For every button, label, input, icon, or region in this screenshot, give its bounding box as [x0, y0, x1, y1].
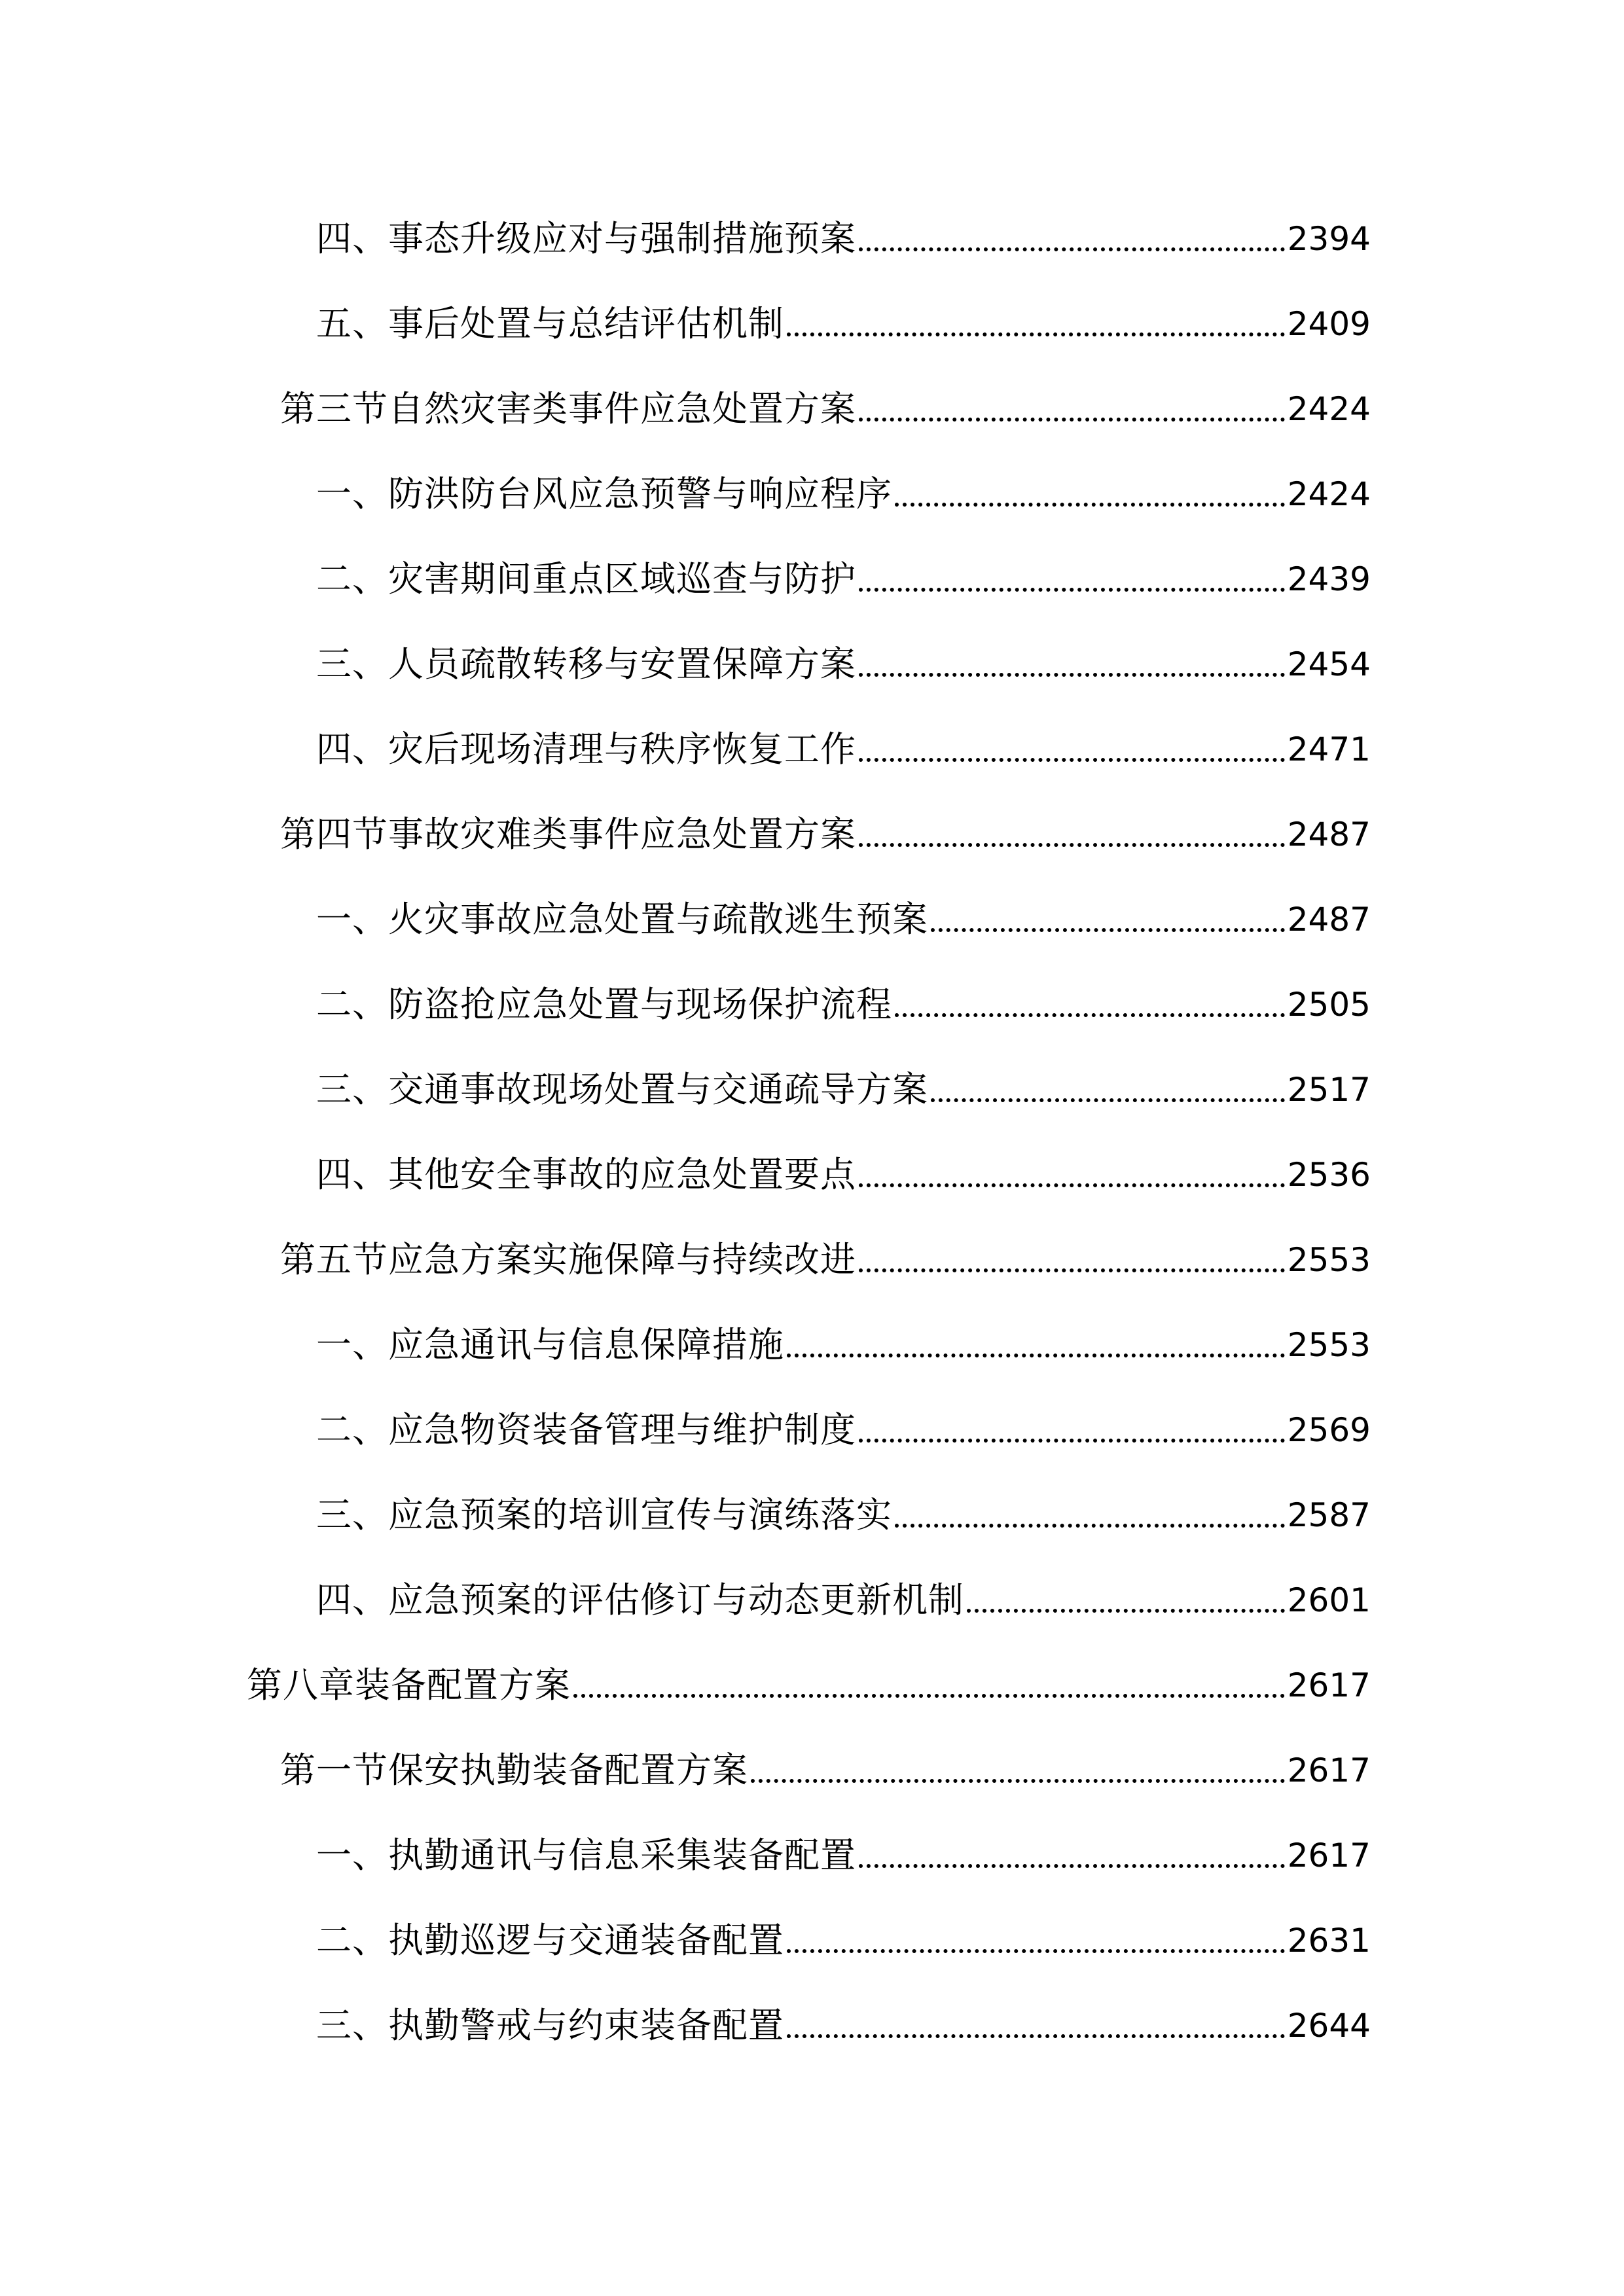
toc-page-number: 2617	[1287, 1666, 1371, 1704]
toc-entry-title: 一、应急通讯与信息保障措施	[316, 1324, 784, 1365]
toc-page-number: 2644	[1287, 2007, 1371, 2045]
toc-page-number: 2569	[1287, 1411, 1371, 1449]
toc-page-number: 2454	[1287, 645, 1371, 683]
toc-page-number: 2505	[1287, 986, 1371, 1024]
toc-dot-leader	[787, 332, 1285, 336]
toc-dot-leader	[931, 928, 1285, 932]
toc-entry-title: 第一节保安执勤装备配置方案	[280, 1749, 748, 1791]
toc-entry[interactable]	[280, 380, 1371, 439]
toc-entry-title: 三、执勤警戒与约束装备配置	[316, 2005, 784, 2046]
toc-dot-leader	[859, 588, 1285, 592]
toc-entry-title: 四、其他安全事故的应急处置要点	[316, 1154, 856, 1195]
toc-dot-leader	[859, 843, 1285, 847]
toc-entry[interactable]	[316, 295, 1371, 353]
toc-entry[interactable]	[316, 1401, 1371, 1460]
toc-entry-title: 四、应急预案的评估修订与动态更新机制	[316, 1579, 964, 1621]
toc-entry-title: 五、事后处置与总结评估机制	[316, 303, 784, 344]
toc-page-number: 2439	[1287, 560, 1371, 598]
toc-entry[interactable]	[316, 1911, 1371, 1970]
toc-page-number: 2553	[1287, 1326, 1371, 1364]
toc-dot-leader	[751, 1779, 1285, 1783]
toc-dot-leader	[859, 418, 1285, 422]
toc-page-number: 2394	[1287, 220, 1371, 258]
toc-entry[interactable]	[316, 635, 1371, 694]
toc-entry[interactable]	[316, 1145, 1371, 1204]
toc-entry-title: 二、灾害期间重点区域巡查与防护	[316, 558, 856, 600]
toc-page-number: 2536	[1287, 1156, 1371, 1194]
toc-dot-leader	[787, 1354, 1285, 1357]
toc-dot-leader	[895, 1013, 1285, 1017]
toc-entry[interactable]	[280, 1230, 1371, 1289]
toc-entry-title: 二、应急物资装备管理与维护制度	[316, 1409, 856, 1450]
toc-entry[interactable]	[316, 465, 1371, 524]
toc-entry[interactable]	[316, 1571, 1371, 1630]
toc-dot-leader	[859, 1439, 1285, 1443]
toc-entry-title: 二、防盗抢应急处置与现场保护流程	[316, 984, 892, 1025]
toc-entry-title: 第四节事故灾难类事件应急处置方案	[280, 814, 856, 855]
toc-page-number: 2601	[1287, 1581, 1371, 1619]
toc-dot-leader	[859, 1268, 1285, 1272]
toc-entry-title: 第八章装备配置方案	[247, 1664, 571, 1706]
toc-dot-leader	[787, 2034, 1285, 2038]
toc-page-number: 2617	[1287, 1751, 1371, 1789]
toc-dot-leader	[859, 758, 1285, 762]
toc-page-number: 2487	[1287, 901, 1371, 939]
toc-entry-title: 三、人员疏散转移与安置保障方案	[316, 643, 856, 685]
toc-entry[interactable]	[316, 890, 1371, 949]
toc-entry[interactable]	[316, 550, 1371, 609]
toc-entry[interactable]	[316, 1316, 1371, 1374]
toc-dot-leader	[967, 1609, 1285, 1613]
toc-page-number: 2487	[1287, 816, 1371, 853]
toc-entry-title: 一、防洪防台风应急预警与响应程序	[316, 473, 892, 514]
toc-page-number: 2517	[1287, 1071, 1371, 1109]
toc-dot-leader	[895, 503, 1285, 507]
toc-dot-leader	[859, 673, 1285, 677]
toc-page-number: 2424	[1287, 390, 1371, 428]
toc-page-number: 2409	[1287, 305, 1371, 343]
toc-entry[interactable]	[316, 1486, 1371, 1545]
toc-dot-leader	[859, 1183, 1285, 1187]
toc-entry-title: 一、火灾事故应急处置与疏散逃生预案	[316, 899, 928, 940]
toc-entry[interactable]	[316, 1996, 1371, 2055]
toc-dot-leader	[859, 1864, 1285, 1868]
toc-page-number: 2553	[1287, 1241, 1371, 1279]
toc-entry[interactable]	[280, 805, 1371, 864]
toc-dot-leader	[895, 1524, 1285, 1528]
toc-entry-title: 三、交通事故现场处置与交通疏导方案	[316, 1069, 928, 1110]
toc-page-number: 2471	[1287, 730, 1371, 768]
toc-dot-leader	[573, 1694, 1285, 1698]
toc-page-number: 2631	[1287, 1922, 1371, 1960]
toc-entry-title: 第五节应急方案实施保障与持续改进	[280, 1239, 856, 1280]
toc-entry[interactable]	[316, 209, 1371, 268]
toc-entry[interactable]	[316, 1060, 1371, 1119]
toc-entry-title: 三、应急预案的培训宣传与演练落实	[316, 1494, 892, 1535]
toc-entry[interactable]	[316, 1826, 1371, 1885]
toc-dot-leader	[787, 1949, 1285, 1953]
toc-entry-title: 二、执勤巡逻与交通装备配置	[316, 1920, 784, 1961]
toc-dot-leader	[931, 1098, 1285, 1102]
toc-entry[interactable]	[316, 975, 1371, 1034]
toc-page-number: 2424	[1287, 475, 1371, 513]
toc-entry[interactable]	[247, 1656, 1371, 1715]
toc-dot-leader	[859, 247, 1285, 251]
toc-entry[interactable]	[316, 720, 1371, 779]
toc-page-number: 2587	[1287, 1496, 1371, 1534]
toc-entry[interactable]	[280, 1741, 1371, 1800]
toc-entry-title: 四、灾后现场清理与秩序恢复工作	[316, 728, 856, 770]
toc-page-number: 2617	[1287, 1837, 1371, 1874]
toc-entry-title: 一、执勤通讯与信息采集装备配置	[316, 1835, 856, 1876]
toc-entry-title: 第三节自然灾害类事件应急处置方案	[280, 388, 856, 429]
toc-entry-title: 四、事态升级应对与强制措施预案	[316, 218, 856, 259]
